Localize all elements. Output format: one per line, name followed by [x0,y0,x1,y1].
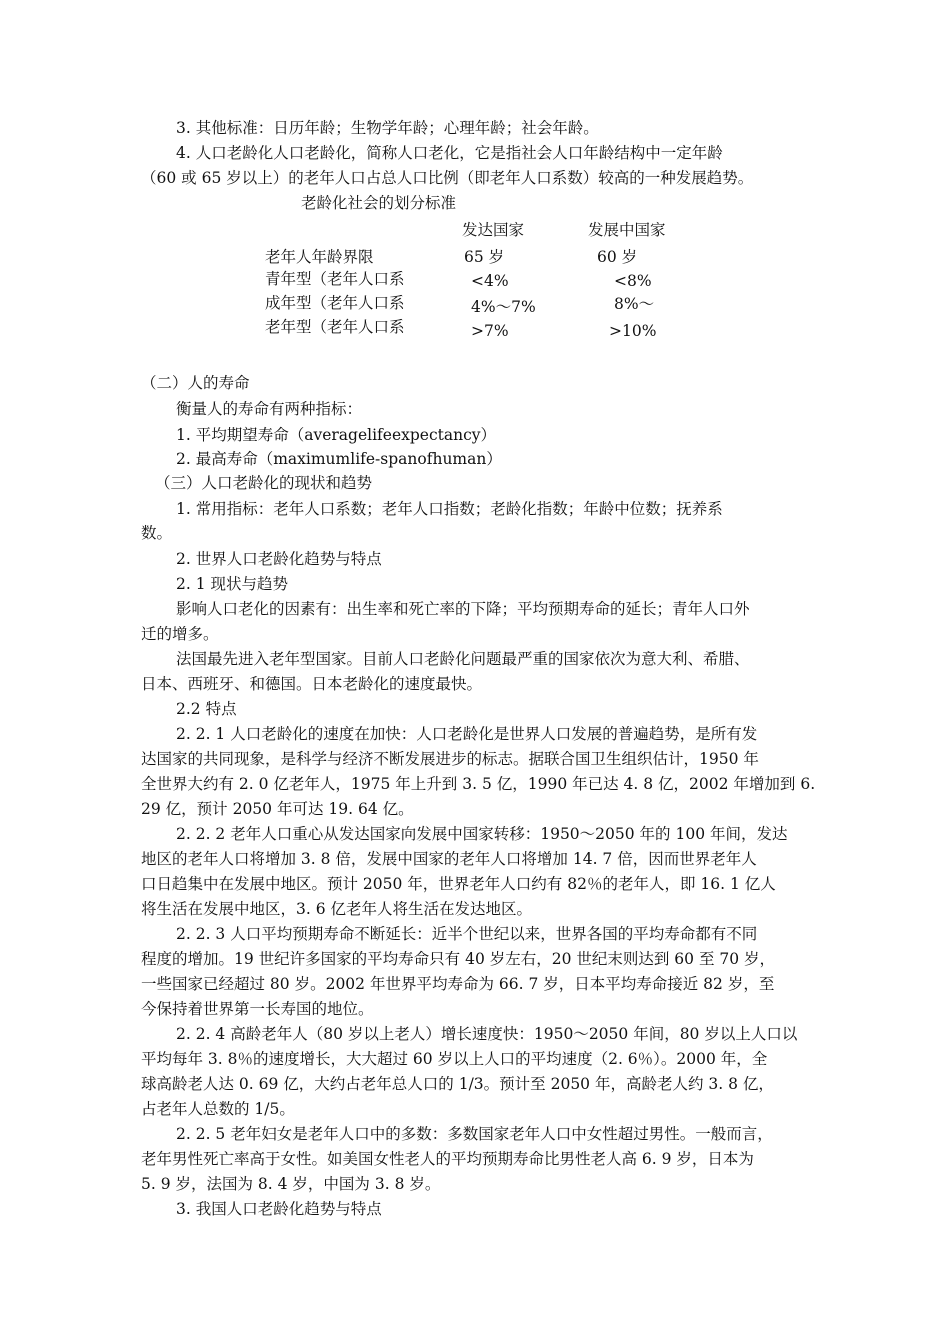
table-row-label: 青年型（老年人口系 [265,270,405,288]
list-item: 2. 最高寿命（maximumlife-spanofhuman） [176,450,502,468]
subsection-heading: 2.2 特点 [176,700,237,718]
paragraph-line: 达国家的共同现象，是科学与经济不断发展进步的标志。据联合国卫生组织估计，1950 年 [141,750,759,768]
list-item: 1. 平均期望寿命（averagelifeexpectancy） [176,426,497,444]
subsection-heading: 2. 世界人口老龄化趋势与特点 [176,550,382,568]
paragraph-line: 球高龄老人达 0. 69 亿，大约占老年总人口的 1/3。预计至 2050 年，高龄老人约 3. 8 亿， [141,1075,774,1093]
paragraph-line: 2. 2. 5 老年妇女是老年人口中的多数：多数国家老年人口中女性超过男性。一般而言， [176,1125,773,1143]
paragraph-line: 2. 2. 1 人口老龄化的速度在加快：人口老龄化是世界人口发展的普遍趋势，是所有发 [176,725,758,743]
paragraph-line: 占老年人总数的 1/5。 [141,1100,295,1118]
paragraph-line: 5. 9 岁，法国为 8. 4 岁，中国为 3. 8 岁。 [141,1175,441,1193]
paragraph-line: 老年男性死亡率高于女性。如美国女性老人的平均预期寿命比男性老人高 6. 9 岁，日本为 [141,1150,754,1168]
paragraph-line: 全世界大约有 2. 0 亿老年人，1975 年上升到 3. 5 亿，1990 年已达 4. 8 亿，2002 年增加到 6. [141,775,816,793]
paragraph-line: 口日趋集中在发展中地区。预计 2050 年，世界老年人口约有 82％的老年人，即 16. 1 亿人 [141,875,776,893]
table-cell: <4% [471,272,509,290]
section-heading: （二）人的寿命 [141,374,250,392]
section-heading: （三）人口老龄化的现状和趋势 [155,474,373,492]
paragraph-line: 程度的增加。19 世纪许多国家的平均寿命只有 40 岁左右，20 世纪末则达到 60 至 70 岁， [141,950,776,968]
table-cell: >7% [471,322,509,340]
table-row-label: 老年型（老年人口系 [265,318,405,336]
paragraph-line: 2. 2. 2 老年人口重心从发达国家向发展中国家转移：1950～2050 年的 100 年间，发达 [176,825,788,843]
paragraph-line: 今保持着世界第一长寿国的地位。 [141,1000,374,1018]
paragraph-line: 数。 [141,524,173,542]
paragraph-line: 衡量人的寿命有两种指标： [176,400,363,418]
table-row-label: 老年人年龄界限 [265,248,374,266]
table-row-label: 成年型（老年人口系 [265,294,405,312]
table-cell: 65 岁 [464,248,505,266]
paragraph-line: 将生活在发展中地区，3. 6 亿老年人将生活在发达地区。 [141,900,533,918]
paragraph-line: 迁的增多。 [141,625,219,643]
paragraph-line: 一些国家已经超过 80 岁。2002 年世界平均寿命为 66. 7 岁，日本平均寿命接近 82 岁，至 [141,975,775,993]
paragraph-line: 1. 常用指标：老年人口系数；老年人口指数；老龄化指数；年龄中位数；抚养系 [176,500,723,518]
paragraph-line: 法国最先进入老年型国家。目前人口老龄化问题最严重的国家依次为意大利、希腊、 [176,650,750,668]
table-header-developed: 发达国家 [462,221,525,239]
subsection-heading: 3. 我国人口老龄化趋势与特点 [176,1200,382,1218]
table-cell: <8% [614,272,652,290]
table-header-developing: 发展中国家 [588,221,666,239]
subsection-heading: 2. 1 现状与趋势 [176,575,289,593]
table-cell: >10% [609,322,657,340]
paragraph-line: 2. 2. 4 高龄老年人（80 岁以上老人）增长速度快：1950～2050 年间，80 岁以上人口以 [176,1025,798,1043]
paragraph-line: 影响人口老化的因素有：出生率和死亡率的下降；平均预期寿命的延长；青年人口外 [176,600,750,618]
paragraph-line: 4. 人口老龄化人口老龄化，简称人口老化，它是指社会人口年龄结构中一定年龄 [176,144,723,162]
paragraph-line: 日本、西班牙、和德国。日本老龄化的速度最快。 [141,675,483,693]
table-cell: 4%～7% [471,298,536,316]
paragraph-line: （60 或 65 岁以上）的老年人口占总人口比例（即老年人口系数）较高的一种发展趋势。 [141,169,754,187]
paragraph-line: 3. 其他标准：日历年龄；生物学年龄；心理年龄；社会年龄。 [176,119,599,137]
paragraph-line: 平均每年 3. 8％的速度增长，大大超过 60 岁以上人口的平均速度（2. 6％）。2000 年，全 [141,1050,768,1068]
table-cell: 60 岁 [597,248,638,266]
paragraph-line: 2. 2. 3 人口平均预期寿命不断延长：近半个世纪以来，世界各国的平均寿命都有不同 [176,925,758,943]
paragraph-line: 地区的老年人口将增加 3. 8 倍，发展中国家的老年人口将增加 14. 7 倍，因而世界老年人 [141,850,757,868]
table-cell: 8%～ [614,295,655,313]
paragraph-line: 29 亿，预计 2050 年可达 19. 64 亿。 [141,800,414,818]
table-caption: 老龄化社会的划分标准 [301,194,457,212]
